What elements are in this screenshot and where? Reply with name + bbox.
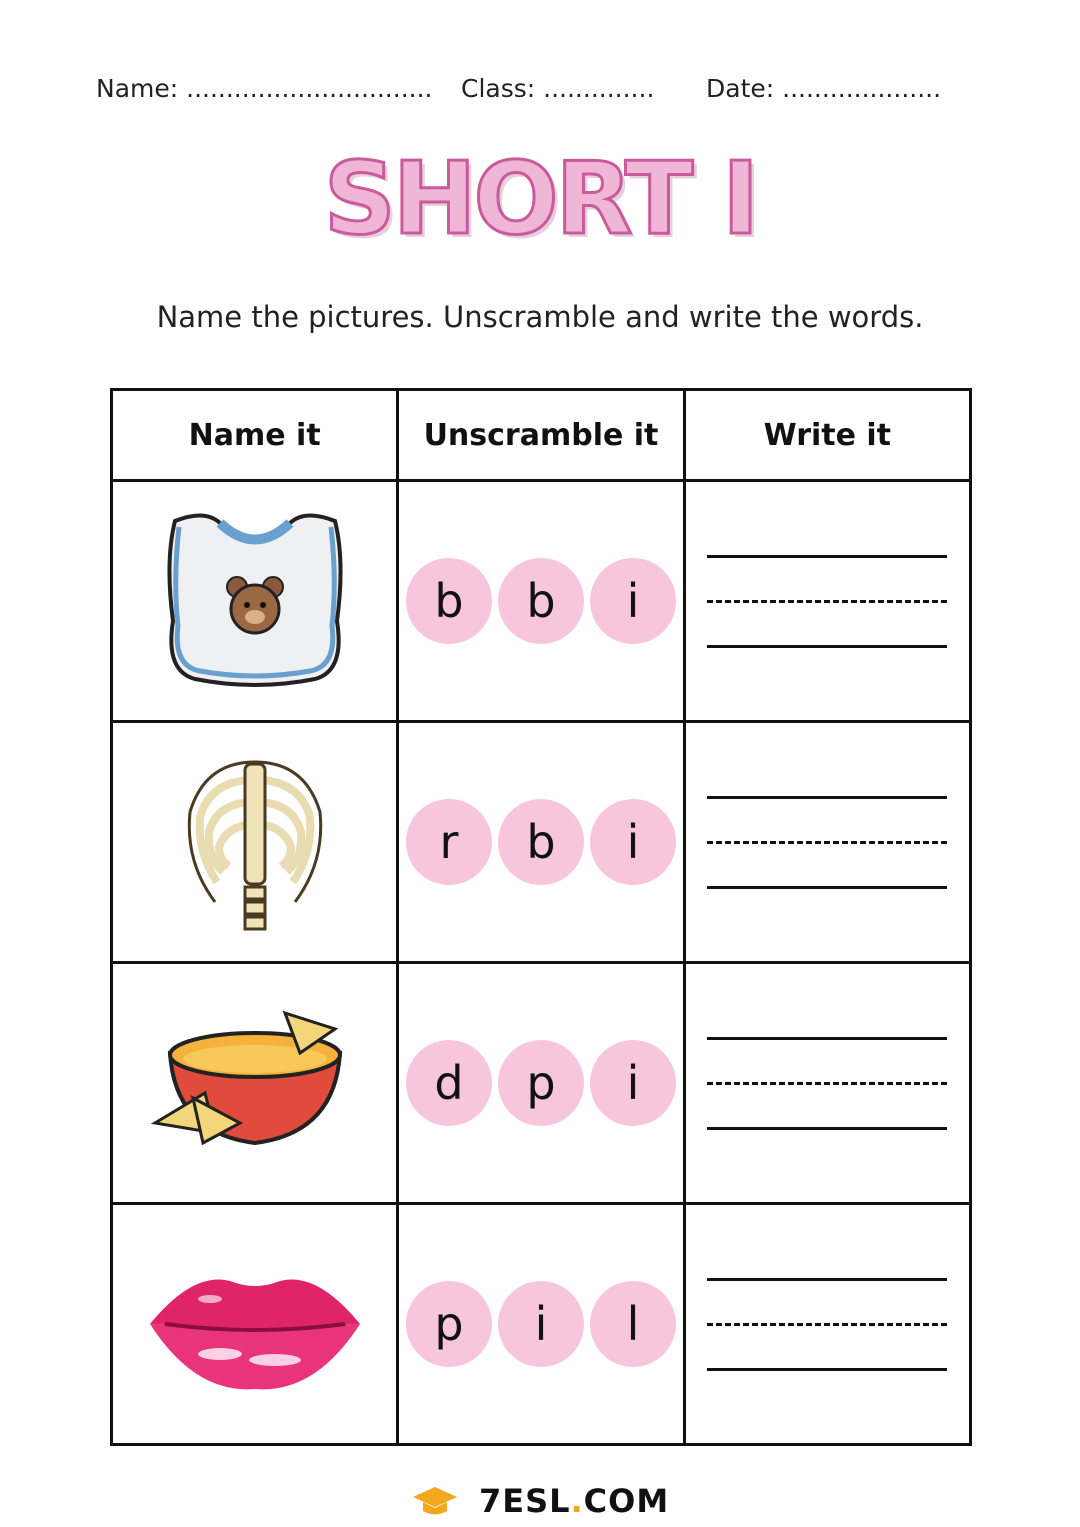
writing-lines[interactable] [707, 555, 947, 648]
scrambled-letters-cell [398, 481, 684, 722]
date-field[interactable]: Date: .................... [706, 74, 942, 103]
letter-bubble: r [406, 799, 492, 885]
worksheet-table [110, 388, 972, 1446]
writing-lines[interactable] [707, 1037, 947, 1130]
instruction-text: Name the pictures. Unscramble and write the words. [156, 300, 924, 334]
letter-bubble: i [590, 1040, 676, 1126]
header-fields [96, 74, 956, 114]
worksheet-title: SHORT I [323, 140, 757, 257]
letter-bubble: p [498, 1040, 584, 1126]
writing-lines[interactable] [707, 796, 947, 889]
bib-icon [145, 501, 365, 701]
picture-cell [112, 722, 398, 963]
column-header-name-it: Name it [112, 390, 398, 481]
table-row [112, 963, 971, 1204]
writing-cell[interactable] [684, 1204, 970, 1445]
column-header-unscramble-it: Unscramble it [398, 390, 684, 481]
logo-text-right: COM [583, 1482, 670, 1520]
class-field[interactable]: Class: .............. [461, 74, 655, 103]
scrambled-letters-cell [398, 722, 684, 963]
lips-icon [145, 1224, 365, 1424]
writing-cell[interactable] [684, 722, 970, 963]
table-row [112, 1204, 971, 1445]
site-logo [0, 1480, 1080, 1520]
picture-cell [112, 963, 398, 1204]
name-field[interactable]: Name: ............................... [96, 74, 433, 103]
column-header-write-it: Write it [684, 390, 970, 481]
writing-cell[interactable] [684, 963, 970, 1204]
writing-lines[interactable] [707, 1278, 947, 1371]
table-header-row [112, 390, 971, 481]
letter-bubble: i [590, 558, 676, 644]
scrambled-letters-cell [398, 1204, 684, 1445]
table-row [112, 722, 971, 963]
picture-cell [112, 481, 398, 722]
graduation-cap-icon [411, 1483, 459, 1519]
letter-bubble: l [590, 1281, 676, 1367]
letter-bubble: p [406, 1281, 492, 1367]
dip-bowl-icon [145, 983, 365, 1183]
table-row [112, 481, 971, 722]
rib-cage-icon [145, 742, 365, 942]
letter-bubble: b [406, 558, 492, 644]
scrambled-letters-cell [398, 963, 684, 1204]
letter-bubble: d [406, 1040, 492, 1126]
letter-bubble: b [498, 799, 584, 885]
logo-dot: . [570, 1482, 584, 1520]
letter-bubble: i [498, 1281, 584, 1367]
letter-bubble: i [590, 799, 676, 885]
logo-text-left: 7ESL [478, 1482, 571, 1520]
picture-cell [112, 1204, 398, 1445]
letter-bubble: b [498, 558, 584, 644]
writing-cell[interactable] [684, 481, 970, 722]
